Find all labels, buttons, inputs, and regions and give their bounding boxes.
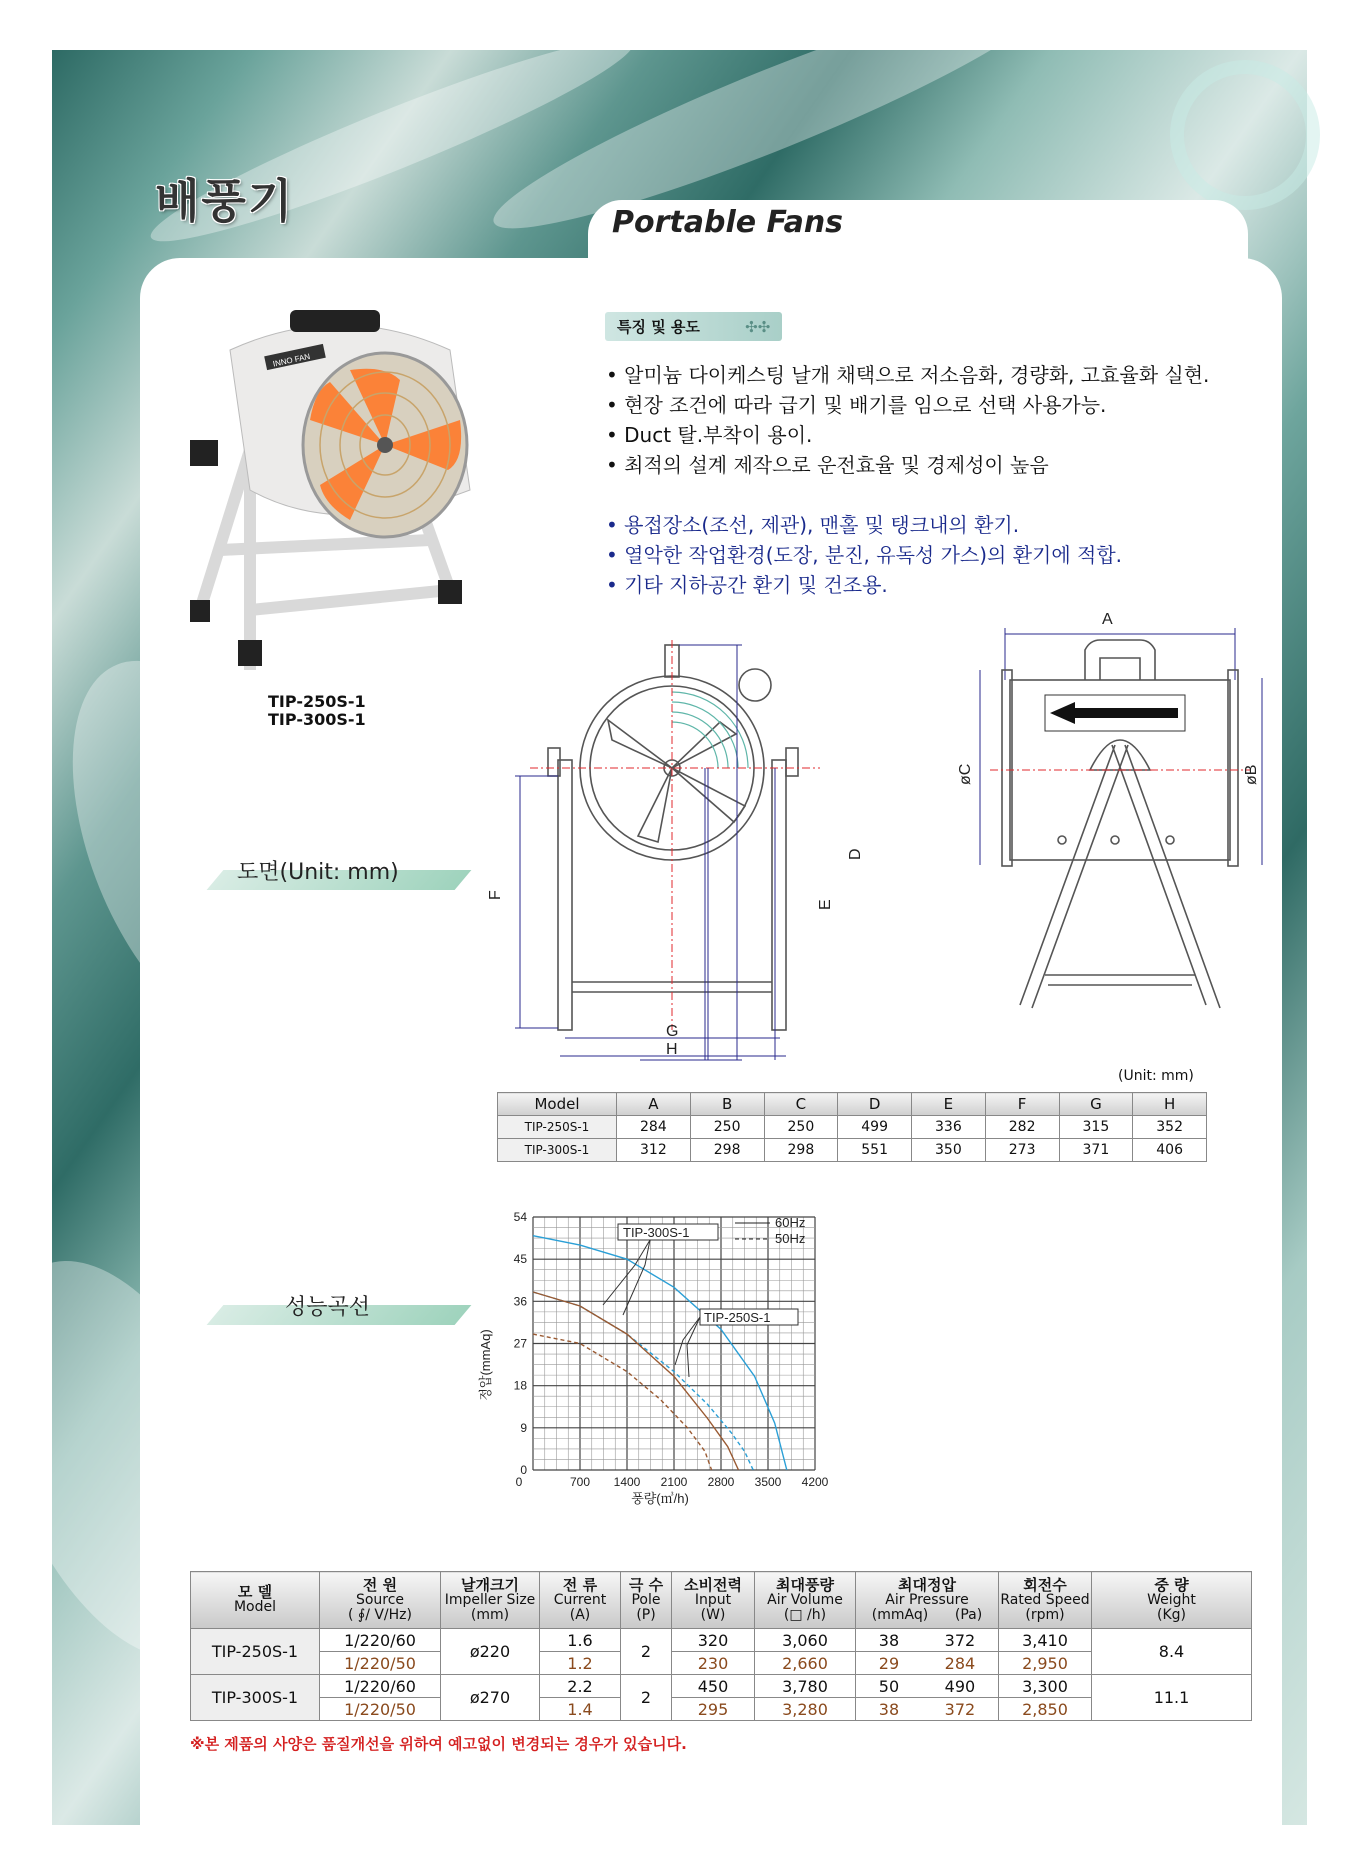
table-cell: 250 xyxy=(764,1116,838,1139)
product-model-label: TIP-250S-1 xyxy=(268,692,366,711)
use-text: 기타 지하공간 환기 및 건조용. xyxy=(624,573,888,597)
column-header: C xyxy=(764,1093,838,1116)
legend-label: 50Hz xyxy=(775,1231,806,1246)
table-cell: TIP-300S-1 xyxy=(498,1139,617,1162)
use-item: • 열악한 작업환경(도장, 분진, 유독성 가스)의 환기에 적합. xyxy=(606,543,1123,567)
table-row xyxy=(498,1139,1207,1162)
column-header xyxy=(621,1572,672,1629)
bolt-outline xyxy=(1166,836,1174,844)
table-row xyxy=(191,1629,1252,1652)
feature-text: 알미늄 다이케스팅 날개 채택으로 저소음화, 경량화, 고효율화 실현. xyxy=(624,363,1210,387)
notice-text: ※본 제품의 사양은 품질개선을 위하여 예고없이 변경되는 경우가 있습니다. xyxy=(190,1735,687,1753)
table-cell: 1/220/50 xyxy=(320,1652,441,1675)
knob-icon xyxy=(190,440,218,466)
use-text: 용접장소(조선, 제관), 맨홀 및 탱크내의 환기. xyxy=(624,513,1020,537)
y-tick-label: 45 xyxy=(513,1252,527,1267)
table-cell: 298 xyxy=(690,1139,764,1162)
table-cell: 3,280 xyxy=(755,1698,856,1721)
airflow-arrow-icon xyxy=(1050,702,1178,724)
dim-label-a: A xyxy=(1102,611,1113,628)
header-unit: (Kg) xyxy=(1157,1606,1186,1623)
table-cell: 250 xyxy=(690,1116,764,1139)
header-ko: 소비전력 xyxy=(684,1575,742,1594)
table-cell: 371 xyxy=(1059,1139,1133,1162)
mmaq-value: 38 xyxy=(878,1630,900,1650)
table-cell: 2.2 xyxy=(540,1675,621,1698)
column-header: G xyxy=(1059,1093,1133,1116)
table-cell: 1/220/60 xyxy=(320,1629,441,1652)
bolt-outline xyxy=(1111,836,1119,844)
pa-value: 490 xyxy=(944,1676,976,1696)
table-cell: 273 xyxy=(985,1139,1059,1162)
features-heading-text: 특징 및 용도 xyxy=(617,318,700,336)
mmaq-value: 50 xyxy=(878,1676,900,1696)
table-cell: 11.1 xyxy=(1092,1675,1252,1721)
column-header: A xyxy=(617,1093,691,1116)
spec-header-row xyxy=(191,1572,1252,1629)
table-row xyxy=(191,1675,1252,1698)
header-ko: 최대정압 xyxy=(898,1575,956,1594)
table-cell: 1.6 xyxy=(540,1629,621,1652)
handle-outline xyxy=(1100,658,1140,680)
header-en: Current xyxy=(553,1591,607,1608)
dimension-header-row xyxy=(498,1093,1207,1116)
x-tick-label: 2800 xyxy=(707,1475,735,1489)
table-row xyxy=(498,1116,1207,1139)
feature-item: • Duct 탈.부착이 용이. xyxy=(606,423,813,447)
annotation-label: TIP-250S-1 xyxy=(704,1310,771,1325)
drawing-label: 도면(Unit: mm) xyxy=(237,860,399,885)
table-cell: ø220 xyxy=(441,1629,540,1675)
header-ko: 최대풍량 xyxy=(776,1575,834,1594)
table-cell: 336 xyxy=(912,1116,986,1139)
table-cell: ø270 xyxy=(441,1675,540,1721)
table-cell: 3,780 xyxy=(755,1675,856,1698)
performance-label: 성능곡선 xyxy=(285,1295,371,1320)
series-line xyxy=(533,1236,787,1470)
table-cell: 1.2 xyxy=(540,1652,621,1675)
y-tick-label: 36 xyxy=(513,1294,527,1309)
feature-item: • 현장 조건에 따라 급기 및 배기를 임으로 선택 사용가능. xyxy=(606,393,1107,417)
x-tick-label: 4200 xyxy=(801,1475,829,1489)
table-cell xyxy=(856,1652,999,1675)
header-en: Impeller Size xyxy=(444,1591,536,1608)
feature-text: Duct 탈.부착이 용이. xyxy=(624,423,813,447)
header-unit: (mm) xyxy=(470,1606,510,1623)
header-unit: (rpm) xyxy=(1025,1606,1065,1623)
handle-outline xyxy=(1085,640,1155,680)
header-en: Weight xyxy=(1147,1591,1196,1608)
table-cell: 2,850 xyxy=(999,1698,1092,1721)
table-cell: 2 xyxy=(621,1675,672,1721)
table-cell: 3,060 xyxy=(755,1629,856,1652)
column-header xyxy=(320,1572,441,1629)
table-cell: 2,660 xyxy=(755,1652,856,1675)
badge-text: INNO FAN xyxy=(272,351,311,369)
dimension-lines xyxy=(515,645,786,1060)
legend-label: 60Hz xyxy=(775,1215,806,1230)
header-ko: 전 원 xyxy=(362,1575,398,1594)
column-header: D xyxy=(838,1093,912,1116)
table-cell: TIP-250S-1 xyxy=(498,1116,617,1139)
column-header xyxy=(540,1572,621,1629)
feature-item: • 알미늄 다이케스팅 날개 채택으로 저소음화, 경량화, 고효율화 실현. xyxy=(606,363,1210,387)
header-en: Pole xyxy=(631,1591,661,1608)
y-tick-label: 0 xyxy=(520,1463,527,1477)
bolt-outline xyxy=(1058,836,1066,844)
chart-legend xyxy=(735,1215,805,1246)
column-header: H xyxy=(1133,1093,1207,1116)
blade-outline xyxy=(672,722,736,768)
product-photo xyxy=(190,310,500,680)
column-header xyxy=(672,1572,755,1629)
pa-value: 372 xyxy=(944,1630,976,1650)
table-cell: 3,410 xyxy=(999,1629,1092,1652)
column-header xyxy=(441,1572,540,1629)
feature-item: • 최적의 설계 제작으로 운전효율 및 경제성이 높음 xyxy=(606,453,1049,477)
table-cell: 312 xyxy=(617,1139,691,1162)
header-en: Air Pressure xyxy=(885,1591,969,1608)
header-en: Rated Speed xyxy=(1000,1591,1090,1608)
header-en: Source xyxy=(355,1591,405,1608)
column-header: F xyxy=(985,1093,1059,1116)
table-cell: 298 xyxy=(764,1139,838,1162)
header-en: Input xyxy=(694,1591,732,1608)
x-tick-label: 2100 xyxy=(660,1475,688,1489)
header-unit: (W) xyxy=(700,1606,726,1623)
mmaq-value: 38 xyxy=(878,1699,900,1719)
y-tick-label: 18 xyxy=(513,1378,527,1393)
fan-logo-icon xyxy=(1170,60,1320,210)
table-cell: 2,950 xyxy=(999,1652,1092,1675)
motor-cap-outline xyxy=(739,669,771,701)
column-header xyxy=(755,1572,856,1629)
foot-icon xyxy=(190,600,210,622)
pa-value: 372 xyxy=(944,1699,976,1719)
table-cell: 3,300 xyxy=(999,1675,1092,1698)
table-cell: 551 xyxy=(838,1139,912,1162)
left-leg-outline xyxy=(558,760,572,1030)
pa-value: 284 xyxy=(944,1653,976,1673)
page-title: 배풍기 xyxy=(155,174,295,228)
blade-outline xyxy=(608,720,672,768)
table-cell: 284 xyxy=(617,1116,691,1139)
header-ko: 극 수 xyxy=(628,1575,664,1594)
header-unit: (A) xyxy=(569,1606,591,1623)
product-model-label: TIP-300S-1 xyxy=(268,710,366,729)
table-cell xyxy=(856,1698,999,1721)
blade-outline xyxy=(638,768,672,842)
unit-note: (Unit: mm) xyxy=(1118,1068,1194,1084)
left-leg-outline xyxy=(1020,745,1128,1008)
dim-label-b: øB xyxy=(1243,764,1260,785)
table-cell: 406 xyxy=(1133,1139,1207,1162)
header-unit: (□ /h) xyxy=(783,1606,827,1623)
header-ko: 회전수 xyxy=(1023,1575,1067,1594)
column-header xyxy=(999,1572,1092,1629)
dimension-table xyxy=(497,1092,1207,1162)
table-cell: 352 xyxy=(1133,1116,1207,1139)
dim-label-e: E xyxy=(817,899,834,910)
header-unit: (mmAq) (Pa) xyxy=(871,1606,983,1623)
header-en: Model xyxy=(233,1599,277,1615)
table-cell: 350 xyxy=(912,1139,986,1162)
series-line xyxy=(533,1334,712,1470)
header-ko: 모 델 xyxy=(237,1583,273,1601)
x-tick-label: 3500 xyxy=(754,1475,782,1489)
y-tick-label: 54 xyxy=(513,1210,527,1224)
features-heading xyxy=(605,312,782,341)
spec-table xyxy=(190,1571,1252,1721)
y-tick-label: 27 xyxy=(513,1336,527,1351)
performance-chart xyxy=(478,1205,845,1506)
use-item: • 기타 지하공간 환기 및 건조용. xyxy=(606,573,888,597)
header-en: Air Volume xyxy=(767,1591,843,1608)
model-cell: TIP-300S-1 xyxy=(191,1675,320,1721)
table-cell: 2 xyxy=(621,1629,672,1675)
column-header xyxy=(856,1572,999,1629)
header-ko: 전 류 xyxy=(562,1575,598,1594)
mmaq-value: 29 xyxy=(878,1653,900,1673)
y-tick-label: 9 xyxy=(520,1420,527,1435)
table-cell: 315 xyxy=(1059,1116,1133,1139)
page-subtitle: Portable Fans xyxy=(612,205,844,240)
header-unit: ( ∮/ V/Hz) xyxy=(347,1606,412,1623)
foot-icon xyxy=(438,580,462,604)
table-cell: 282 xyxy=(985,1116,1059,1139)
dim-label-c: øC xyxy=(957,763,974,785)
right-leg-outline xyxy=(772,760,786,1030)
features-list xyxy=(606,360,1209,480)
header-ko: 날개크기 xyxy=(461,1575,519,1594)
hub-icon xyxy=(377,437,393,453)
x-tick-label: 1400 xyxy=(613,1475,641,1489)
use-text: 열악한 작업환경(도장, 분진, 유독성 가스)의 환기에 적합. xyxy=(624,543,1123,567)
use-item: • 용접장소(조선, 제관), 맨홀 및 탱크내의 환기. xyxy=(606,513,1020,537)
table-cell: 499 xyxy=(838,1116,912,1139)
x-tick-label: 0 xyxy=(515,1475,523,1489)
right-knob-outline xyxy=(786,748,798,776)
side-view-drawing xyxy=(950,610,1270,1040)
handle-icon xyxy=(290,310,380,332)
x-tick-label: 700 xyxy=(569,1475,591,1489)
table-cell: 1/220/50 xyxy=(320,1698,441,1721)
center-lines xyxy=(530,640,820,1030)
dim-label-f: F xyxy=(487,890,504,900)
x-axis-label: 풍량(㎥/h) xyxy=(631,1491,689,1506)
table-cell: 8.4 xyxy=(1092,1629,1252,1675)
header-unit: (P) xyxy=(636,1606,656,1623)
dim-label-g: G xyxy=(666,1023,679,1040)
annotation-label: TIP-300S-1 xyxy=(623,1225,690,1240)
dim-label-h: H xyxy=(666,1041,678,1058)
column-header xyxy=(191,1572,320,1629)
front-view-drawing xyxy=(487,630,890,1065)
badge-text: INNO FAN xyxy=(1085,702,1114,708)
feature-text: 현장 조건에 따라 급기 및 배기를 임으로 선택 사용가능. xyxy=(624,393,1107,417)
y-axis-label: 정압(mmAq) xyxy=(478,1329,493,1401)
column-header: E xyxy=(912,1093,986,1116)
right-leg-outline xyxy=(1112,745,1220,1008)
table-cell: 1/220/60 xyxy=(320,1675,441,1698)
fan-pattern-icon: ✣✣ xyxy=(745,318,771,336)
table-cell xyxy=(856,1629,999,1652)
column-header: B xyxy=(690,1093,764,1116)
uses-list xyxy=(606,510,1122,600)
table-cell: 450 xyxy=(672,1675,755,1698)
header-ko: 중 량 xyxy=(1154,1575,1189,1594)
table-cell: 1.4 xyxy=(540,1698,621,1721)
table-cell: 230 xyxy=(672,1652,755,1675)
feature-text: 최적의 설계 제작으로 운전효율 및 경제성이 높음 xyxy=(624,453,1049,477)
model-cell: TIP-250S-1 xyxy=(191,1629,320,1675)
product-model-labels xyxy=(268,693,366,729)
table-cell: 295 xyxy=(672,1698,755,1721)
dimension-lines xyxy=(980,628,1262,865)
column-header xyxy=(1092,1572,1252,1629)
table-cell: 320 xyxy=(672,1629,755,1652)
foot-icon xyxy=(238,640,262,666)
column-header: Model xyxy=(498,1093,617,1116)
dim-label-d: D xyxy=(847,848,864,860)
table-cell xyxy=(856,1675,999,1698)
